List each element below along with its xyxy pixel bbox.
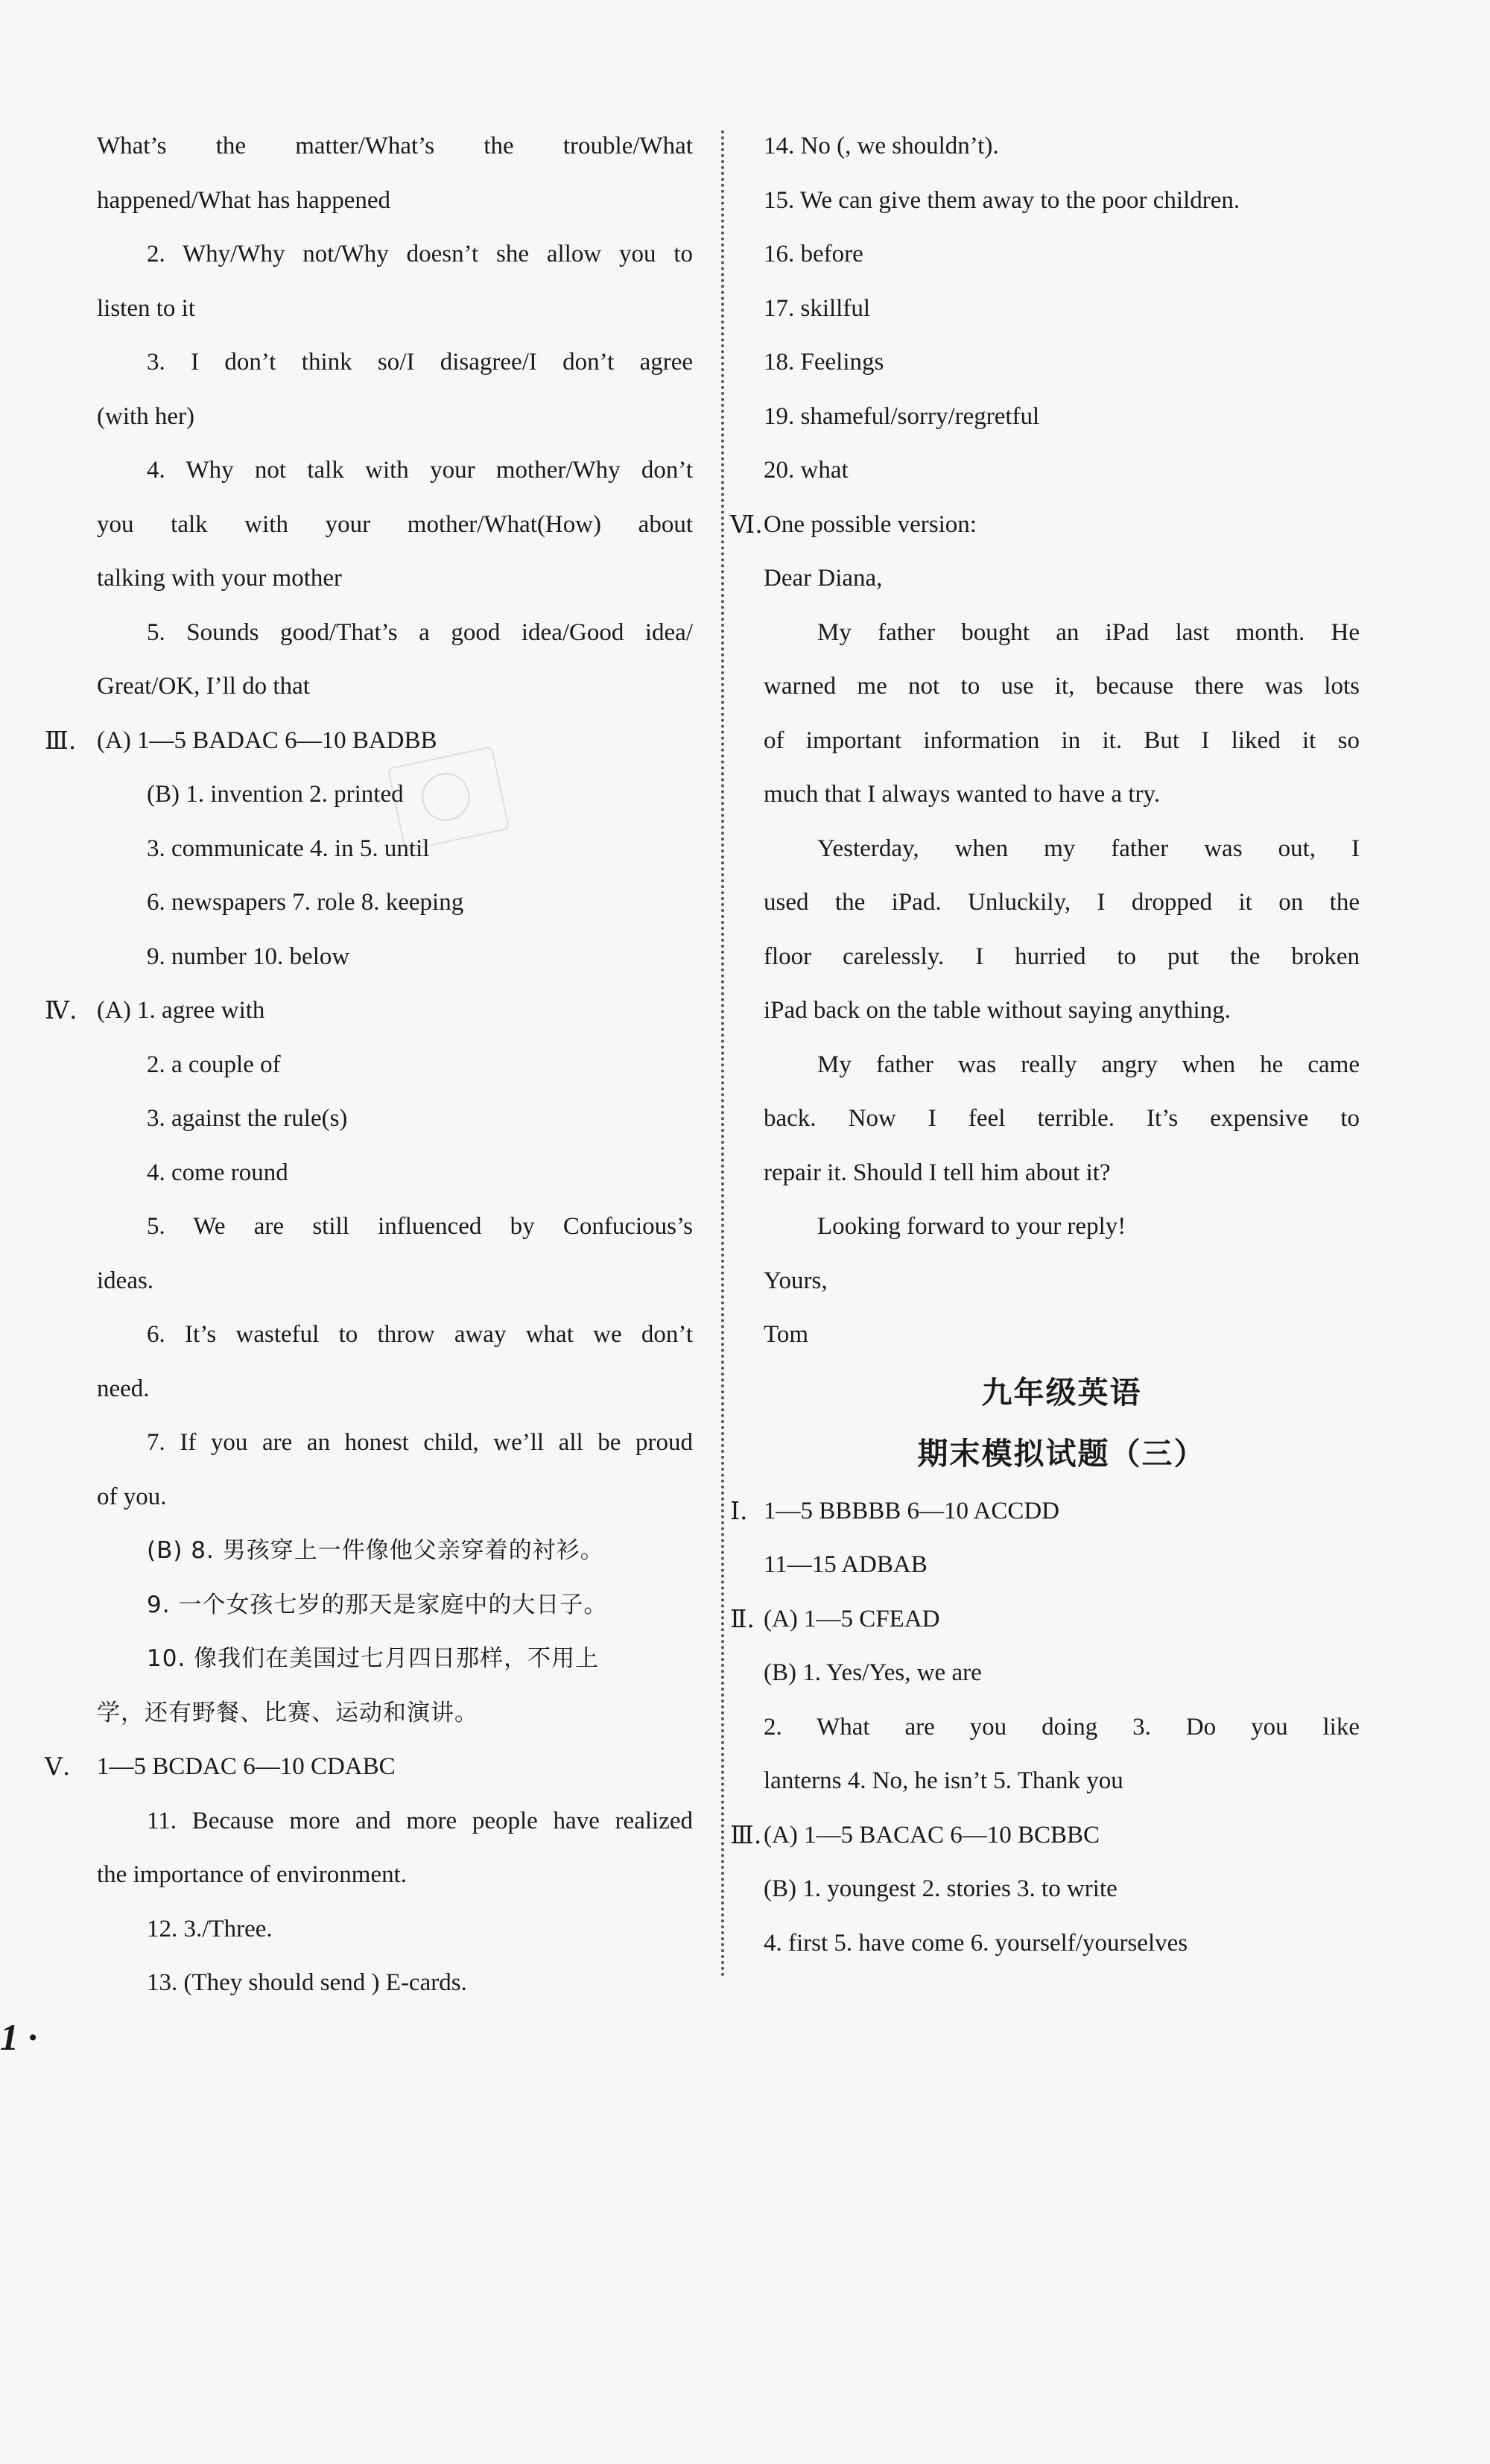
answer-text: (B) 8. 男孩穿上一件像他父亲穿着的衬衫。 [147, 1537, 604, 1564]
answer-line [764, 767, 1360, 822]
answer-text: Yours, [764, 1267, 828, 1294]
answer-text: much that I always wanted to have a try. [764, 781, 1161, 808]
answer-text: Yesterday, when my father was out, I [817, 834, 1360, 862]
answer-line [97, 1578, 693, 1632]
roman-numeral: Ⅲ. [730, 1820, 762, 1849]
answer-text: 2. a couple of [147, 1051, 281, 1078]
answer-line [764, 1200, 1360, 1254]
answer-text: 5. Sounds good/That’s a good idea/Good idea/ [147, 618, 693, 646]
answer-text: 18. Feelings [764, 349, 884, 376]
answer-text: 2. What are you doing 3. Do you like [764, 1713, 1360, 1741]
answer-text: (A) 1. agree with [97, 997, 265, 1024]
answer-text: 11—15 ADBAB [764, 1551, 928, 1578]
answer-text: back. Now I feel terrible. It’s expensive to [764, 1105, 1360, 1132]
answer-line [97, 1362, 693, 1416]
answer-text: My father bought an iPad last month. He [817, 618, 1360, 646]
answer-line [764, 1092, 1360, 1146]
answer-line [764, 551, 1360, 606]
answer-line [45, 1740, 693, 1794]
answer-line [764, 875, 1360, 930]
answer-line [97, 1470, 693, 1524]
answer-text: floor carelessly. I hurried to put the broken [764, 943, 1360, 970]
answer-text: lanterns 4. No, he isn’t 5. Thank you [764, 1767, 1123, 1794]
answer-text: Great/OK, I’ll do that [97, 673, 310, 700]
column-divider [721, 130, 724, 1978]
answer-line [97, 1200, 693, 1254]
answer-line [97, 1254, 693, 1308]
answer-text: 9. number 10. below [147, 943, 350, 970]
answer-text: 20. what [764, 457, 849, 484]
answer-line [97, 1092, 693, 1146]
answer-text: (A) 1—5 CFEAD [764, 1605, 940, 1632]
answer-line [97, 1038, 693, 1092]
answer-text: (B) 1. Yes/Yes, we are [764, 1659, 982, 1686]
roman-numeral: Ⅳ. [45, 995, 77, 1024]
answer-line [97, 822, 693, 876]
answer-text: 6. It’s wasteful to throw away what we don’t [147, 1321, 693, 1348]
answer-line [97, 119, 693, 174]
answer-line [97, 174, 693, 228]
answer-line [730, 1592, 1360, 1647]
answer-text: What’s the matter/What’s the trouble/What [97, 133, 693, 159]
answer-text: repair it. Should I tell him about it? [764, 1159, 1111, 1186]
answer-line [45, 714, 693, 768]
answer-line [97, 659, 693, 714]
answer-text: 5. We are still influenced by Confucious’s [147, 1213, 693, 1240]
answer-line [764, 1916, 1360, 1971]
answer-line [764, 1754, 1360, 1808]
answer-line [764, 1646, 1360, 1700]
answer-line [97, 1524, 693, 1578]
answer-text: 1—5 BBBBB 6—10 ACCDD [764, 1497, 1059, 1524]
answer-text: 1—5 BCDAC 6—10 CDABC [97, 1753, 396, 1780]
answer-line [764, 1862, 1360, 1916]
answer-line [764, 443, 1360, 498]
answer-line [97, 875, 693, 930]
answer-line [764, 227, 1360, 282]
answer-text: 16. before [764, 241, 863, 267]
answer-text: happened/What has happened [97, 186, 391, 214]
answer-text: (with her) [97, 402, 195, 430]
answer-text: 14. No (, we shouldn’t). [764, 133, 999, 159]
right-column-part-1 [730, 119, 1360, 1362]
answer-text: 4. come round [147, 1159, 288, 1186]
answer-line [764, 282, 1360, 336]
page-number: 1 · [0, 2016, 37, 2058]
answer-line [97, 390, 693, 444]
roman-numeral: Ⅰ. [730, 1495, 748, 1525]
answer-line [97, 1902, 693, 1957]
answer-line [764, 606, 1360, 660]
answer-text: 6. newspapers 7. role 8. keeping [147, 889, 464, 916]
answer-text: of you. [97, 1483, 167, 1510]
answer-text: 2. Why/Why not/Why doesn’t she allow you to [147, 241, 693, 267]
answer-text: Looking forward to your reply! [817, 1213, 1126, 1240]
answer-text: 9. 一个女孩七岁的那天是家庭中的大日子。 [147, 1591, 608, 1618]
answer-line [97, 1308, 693, 1362]
answer-line [764, 822, 1360, 876]
roman-numeral: Ⅵ. [730, 509, 763, 539]
left-column [45, 119, 693, 2010]
answer-text: of important information in it. But I liked it so [764, 726, 1360, 754]
answer-line [764, 714, 1360, 768]
answer-line [730, 1808, 1360, 1863]
answer-line [97, 1686, 693, 1741]
answer-text: Tom [764, 1321, 809, 1348]
answer-line [730, 498, 1360, 552]
section-heading-exam: 期末模拟试题（三） [917, 1435, 1206, 1472]
answer-line [764, 390, 1360, 444]
roman-numeral: Ⅲ. [45, 725, 77, 755]
answer-text: talking with your mother [97, 565, 343, 592]
answer-line [97, 1848, 693, 1902]
answer-text: (B) 1. invention 2. printed [147, 781, 404, 808]
roman-numeral: Ⅴ. [45, 1752, 71, 1781]
answer-line [97, 930, 693, 984]
answer-line [764, 930, 1360, 984]
answer-line [97, 1956, 693, 2010]
answer-line [764, 335, 1360, 390]
answer-line [764, 1308, 1360, 1362]
answer-text: 4. Why not talk with your mother/Why don’t [147, 457, 693, 484]
answer-line [764, 659, 1360, 714]
answer-line [97, 551, 693, 606]
answer-text: warned me not to use it, because there was lots [764, 673, 1360, 700]
answer-line [764, 1700, 1360, 1755]
answer-text: 3. communicate 4. in 5. until [147, 834, 430, 862]
answer-line [97, 606, 693, 660]
answer-line [764, 1538, 1360, 1592]
answer-line [97, 282, 693, 336]
answer-line [97, 1146, 693, 1200]
answer-text: ideas. [97, 1267, 154, 1294]
answer-text: iPad back on the table without saying anything. [764, 997, 1231, 1024]
answer-text: listen to it [97, 294, 195, 322]
answer-line [764, 1254, 1360, 1308]
answer-text: 4. first 5. have come 6. yourself/yourselves [764, 1929, 1188, 1957]
right-column-part-2 [730, 1484, 1360, 1971]
answer-line [764, 984, 1360, 1038]
answer-line [730, 1484, 1360, 1539]
answer-text: 12. 3./Three. [147, 1915, 273, 1942]
answer-text: (A) 1—5 BADAC 6—10 BADBB [97, 726, 437, 754]
answer-line [764, 119, 1360, 174]
answer-text: 10. 像我们在美国过七月四日那样，不用上 [147, 1645, 600, 1672]
answer-text: 3. I don’t think so/I disagree/I don’t agree [147, 349, 693, 376]
answer-line [97, 443, 693, 498]
answer-text: the importance of environment. [97, 1861, 408, 1888]
answer-line [97, 1416, 693, 1470]
answer-text: 17. skillful [764, 294, 871, 322]
answer-text: Dear Diana, [764, 565, 883, 592]
answer-text: 学，还有野餐、比赛、运动和演讲。 [97, 1699, 478, 1726]
answer-text: 13. (They should send ) E-cards. [147, 1969, 467, 1996]
answer-text: you talk with your mother/What(How) about [97, 510, 693, 538]
answer-text: 19. shameful/sorry/regretful [764, 402, 1040, 430]
answer-text: 11. Because more and more people have realized [147, 1807, 693, 1834]
answer-text: 7. If you are an honest child, we’ll all be proud [147, 1429, 693, 1456]
answer-line [97, 1794, 693, 1849]
answer-text: 3. against the rule(s) [147, 1105, 348, 1132]
answer-text: 15. We can give them away to the poor children. [764, 186, 1240, 214]
answer-text: need. [97, 1375, 150, 1402]
answer-line [764, 1146, 1360, 1200]
roman-numeral: Ⅱ. [730, 1603, 755, 1633]
right-column [730, 119, 1360, 1970]
answer-text: (B) 1. youngest 2. stories 3. to write [764, 1875, 1118, 1902]
answer-text: used the iPad. Unluckily, I dropped it on the [764, 889, 1360, 916]
answer-line [97, 335, 693, 390]
answer-text: My father was really angry when he came [817, 1051, 1360, 1078]
answer-text: One possible version: [764, 510, 977, 538]
answer-text: (A) 1—5 BACAC 6—10 BCBBC [764, 1821, 1100, 1849]
answer-line [764, 174, 1360, 228]
section-heading-grade: 九年级英语 [981, 1374, 1142, 1410]
answer-line [764, 1038, 1360, 1092]
answer-line [97, 1632, 693, 1686]
answer-line [97, 227, 693, 282]
answer-line [97, 498, 693, 552]
answer-line [45, 984, 693, 1038]
